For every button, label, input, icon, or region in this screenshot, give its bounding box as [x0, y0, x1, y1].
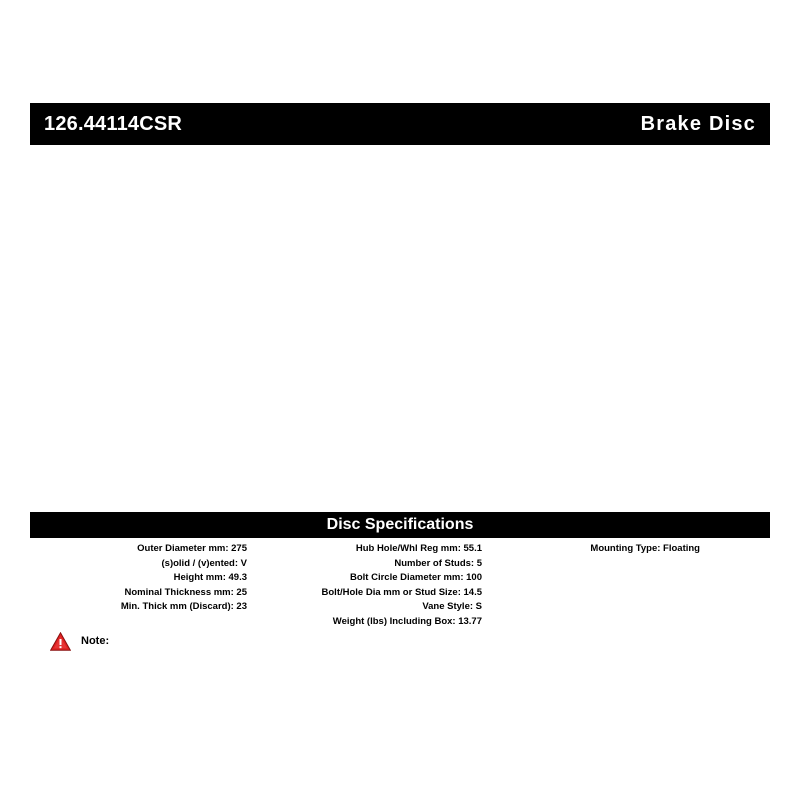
spec-row: Height mm: 49.3: [173, 572, 247, 584]
spec-row: Mounting Type: Floating: [590, 543, 700, 554]
spec-title-bar: [30, 512, 770, 538]
spec-row: Weight (lbs) Including Box: 13.77: [332, 615, 482, 627]
spec-row: Hub Hole/Whl Reg mm: 55.1: [355, 543, 482, 554]
spec-row: Nominal Thickness mm: 25: [124, 586, 247, 598]
spec-column-right: [500, 542, 700, 557]
note-row: [50, 632, 119, 651]
product-type: Brake Disc: [640, 113, 756, 135]
spec-row: Vane Style: S: [422, 601, 482, 613]
spec-row: (s)olid / (v)ented: V: [161, 557, 247, 569]
note-label: Note:: [81, 635, 110, 647]
part-number: 126.44114CSR: [44, 113, 183, 135]
spec-column-center: [262, 542, 482, 630]
spec-row: Min. Thick mm (Discard): 23: [120, 601, 247, 613]
header-bar: [30, 103, 770, 145]
spec-row: Bolt/Hole Dia mm or Stud Size: 14.5: [321, 586, 482, 598]
spec-column-left: [30, 542, 247, 615]
warning-icon: [50, 632, 71, 651]
spec-row: Outer Diameter mm: 275: [137, 543, 247, 554]
spec-row: Bolt Circle Diameter mm: 100: [350, 572, 482, 584]
spec-area: [30, 542, 770, 632]
spec-title: Disc Specifications: [326, 516, 474, 533]
spec-row: Number of Studs: 5: [394, 557, 482, 569]
